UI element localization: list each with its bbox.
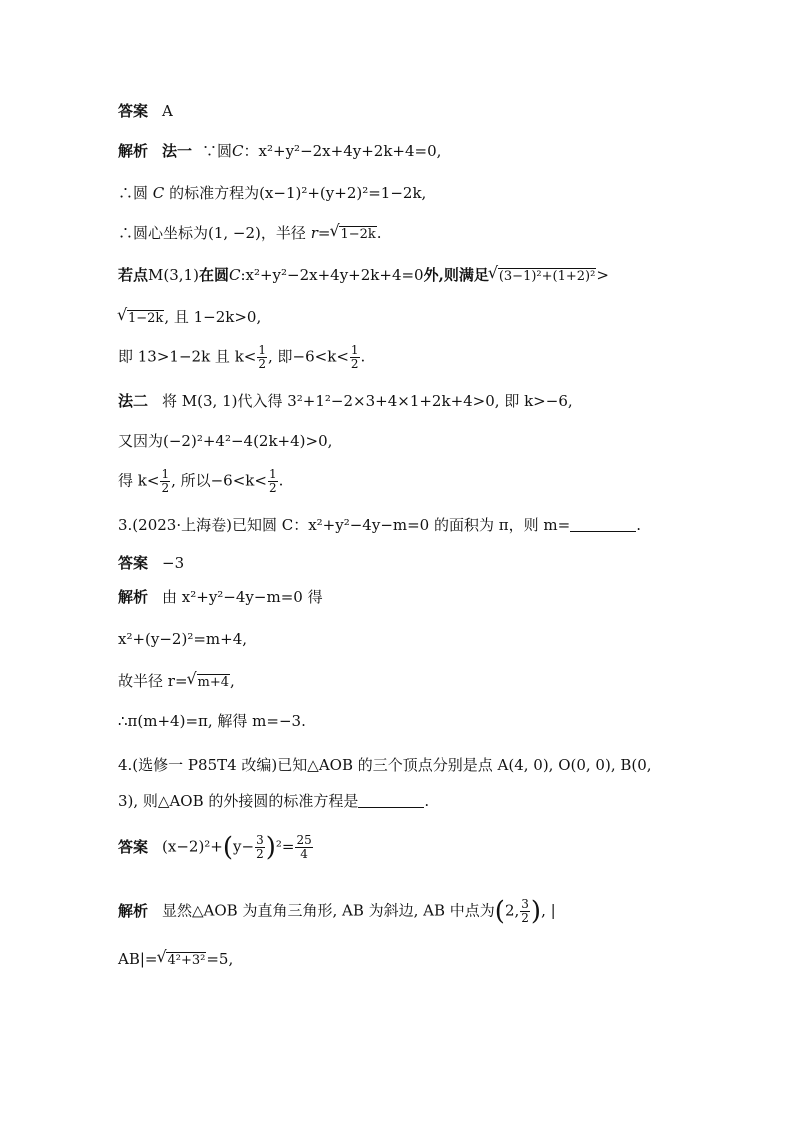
q4-answer-frac (255, 834, 265, 861)
q2-analysis-line-2 (118, 182, 426, 204)
q2-a1-because: ∵圆 (202, 142, 233, 160)
q2-method2-line-2 (118, 430, 332, 452)
q4-a2-text: AB|= (118, 950, 158, 968)
q4-answer-line (118, 834, 314, 861)
q2-a6-frac-1-den: 2 (258, 357, 267, 371)
q2-a4-radicand: (3−1)²+(1+2)² (498, 269, 596, 284)
q2-analysis-line-5 (118, 306, 261, 330)
q2-a3-radicand: 1−2k (340, 227, 376, 242)
q2-a4-eq: :x²+y²−2x+4y+2k+4=0 (240, 266, 424, 284)
q4-analysis-line-1 (118, 898, 556, 925)
q2-analysis-line-1 (118, 140, 441, 162)
q2-a6-frac-2-den: 2 (350, 357, 359, 371)
q4-stem-2: 3), 则△AOB 的外接圆的标准方程是 (118, 792, 359, 810)
q2-m2c-frac-2-den: 2 (268, 481, 277, 495)
q2-a1-colon: ： (243, 142, 259, 160)
answer-label: 答案 (118, 102, 149, 120)
q2-a6-end: . (360, 347, 366, 366)
q2-a4-circle: C (228, 266, 241, 284)
q2-a3-eq: = (317, 224, 331, 242)
q2-a2-text: 的标准方程为 (169, 184, 260, 202)
q2-m2c-frac-1 (160, 468, 170, 495)
q2-a4-sqrt (489, 264, 596, 288)
q4-answer-sq: ² (275, 837, 282, 856)
q3-answer-blank (570, 517, 636, 532)
analysis-label: 解析 (118, 588, 149, 606)
method2-label: 法二 (118, 392, 149, 410)
q2-a3-end: . (376, 224, 382, 242)
q4-stem-line-2 (118, 790, 429, 812)
q2-m2c-frac-2 (268, 468, 278, 495)
q4-a2-radicand: 4²+3² (167, 953, 206, 968)
q4-answer-rparen: ) (265, 832, 276, 863)
q3-analysis-line-3 (118, 670, 235, 694)
q2-a5-radicand: 1−2k (128, 311, 164, 326)
q3-a1: 由 x²+y²−4y−m=0 得 (162, 588, 323, 606)
q3-a3-text: 故半径 r= (118, 672, 188, 690)
method1-label: 法一 (162, 142, 193, 160)
q2-a4-text2: 在圆 (198, 266, 229, 284)
q3-stem (118, 514, 641, 536)
q2-a6-frac-1-num: 1 (258, 343, 267, 357)
q4-a1-lparen: ( (494, 896, 505, 927)
q2-a4-gt: > (596, 266, 609, 284)
q4-stem-1: 4.(选修一 P85T4 改编)已知△AOB 的三个顶点分别是点 A(4, 0), O(0, 0), B(0, (118, 756, 652, 774)
q2-a3-text: ∴圆心坐标为(1, −2)，半径 (118, 224, 306, 242)
q4-a1-pt-frac (520, 898, 530, 925)
q3-stem-text: 3.(2023·上海卷)已知圆 C：x²+y²−4y−m=0 的面积为 π，则 m= (118, 516, 571, 534)
q4-answer-frac-num: 3 (256, 833, 264, 847)
q3-a3-end: , (230, 672, 235, 690)
q2-analysis-line-3 (118, 222, 382, 246)
q4-answer-rhs-den: 4 (300, 847, 308, 861)
q2-m2c-frac-1-den: 2 (161, 481, 170, 495)
q2-a2-prefix: ∴圆 (118, 184, 149, 202)
q4-answer-eq: = (281, 837, 295, 856)
answer-label: 答案 (118, 554, 149, 572)
q4-answer-frac-den: 2 (256, 847, 264, 861)
q4-a1-pt-a: 2, (504, 901, 520, 920)
q2-analysis-line-6 (118, 344, 365, 371)
q2-a1-eq: x²+y²−2x+4y+2k+4=0, (258, 142, 442, 160)
q2-m2b-text: 又因为(−2)²+4²−4(2k+4)>0, (118, 432, 333, 450)
q4-answer-a: (x−2)²+ (162, 837, 223, 856)
q2-a4-text1: 若点 (118, 266, 149, 284)
q2-a5-sqrt (118, 306, 164, 330)
q3-analysis-line-2 (118, 628, 247, 650)
q3-answer-line (118, 552, 184, 574)
q2-a4-text3: 外,则满足 (423, 266, 489, 284)
q2-a6-text1: 即 13>1−2k 且 k< (118, 347, 257, 366)
q3-analysis-line-4 (118, 710, 306, 732)
q4-a1-pt-frac-den: 2 (521, 911, 529, 925)
q3-a4: ∴π(m+4)=π, 解得 m=−3. (118, 712, 306, 730)
q2-a3-r: r (310, 224, 318, 242)
q2-a6-frac-2-num: 1 (350, 343, 359, 357)
q2-a6-text2: , 即−6<k< (268, 347, 349, 366)
analysis-label: 解析 (118, 142, 149, 160)
q2-m2c-end: . (278, 471, 284, 490)
q2-a6-frac-2 (350, 344, 360, 371)
q4-answer-lparen: ( (222, 832, 234, 863)
q4-answer-b: y− (233, 837, 255, 856)
q2-analysis-line-4 (118, 264, 609, 288)
q2-answer-line (118, 100, 173, 122)
q4-a1-pt-frac-num: 3 (521, 897, 529, 911)
q3-a2: x²+(y−2)²=m+4, (118, 630, 248, 648)
q4-a2-end: =5, (206, 950, 234, 968)
q4-a1-rparen: ) (530, 896, 542, 927)
q3-a3-radicand: m+4 (197, 675, 230, 690)
q2-a6-frac-1 (257, 344, 267, 371)
q2-a4-point: M(3,1) (148, 266, 199, 284)
q4-stem-line-1 (118, 754, 652, 776)
q4-a1-text: 显然△AOB 为直角三角形, AB 为斜边, AB 中点为 (162, 901, 495, 920)
q3-stem-end: . (636, 516, 641, 534)
q4-a2-sqrt (157, 948, 206, 972)
q2-method2-line-1 (118, 390, 573, 412)
q2-a1-circle: C (232, 142, 244, 160)
q2-method2-line-3 (118, 468, 283, 495)
answer-label: 答案 (118, 837, 149, 856)
q4-analysis-line-2 (118, 948, 233, 972)
q2-a2-eq: (x−1)²+(y+2)²=1−2k, (259, 184, 427, 202)
q4-answer-rhs-num: 25 (296, 833, 312, 847)
q3-a3-sqrt (188, 670, 231, 694)
q3-answer-value: −3 (162, 554, 185, 572)
q2-m2c-frac-1-num: 1 (161, 467, 170, 481)
q2-m2c-text1: 得 k< (118, 471, 160, 490)
q2-m2c-frac-2-num: 1 (268, 467, 277, 481)
q3-analysis-line-1 (118, 586, 323, 608)
q4-answer-blank (358, 793, 424, 808)
q2-m2c-text2: , 所以−6<k< (171, 471, 267, 490)
q2-m2-text: 将 M(3, 1)代入得 3²+1²−2×3+4×1+2k+4>0, 即 k>−6, (162, 392, 573, 410)
q2-a2-circle: C (152, 184, 165, 202)
q2-answer-value: A (162, 102, 173, 120)
q4-answer-rhs (295, 834, 312, 861)
q4-stem-end: . (424, 792, 430, 810)
q2-a3-sqrt (330, 222, 376, 246)
analysis-label: 解析 (118, 901, 149, 920)
q4-a1-end: , | (541, 901, 556, 920)
q2-a5-text: , 且 1−2k>0, (164, 308, 262, 326)
